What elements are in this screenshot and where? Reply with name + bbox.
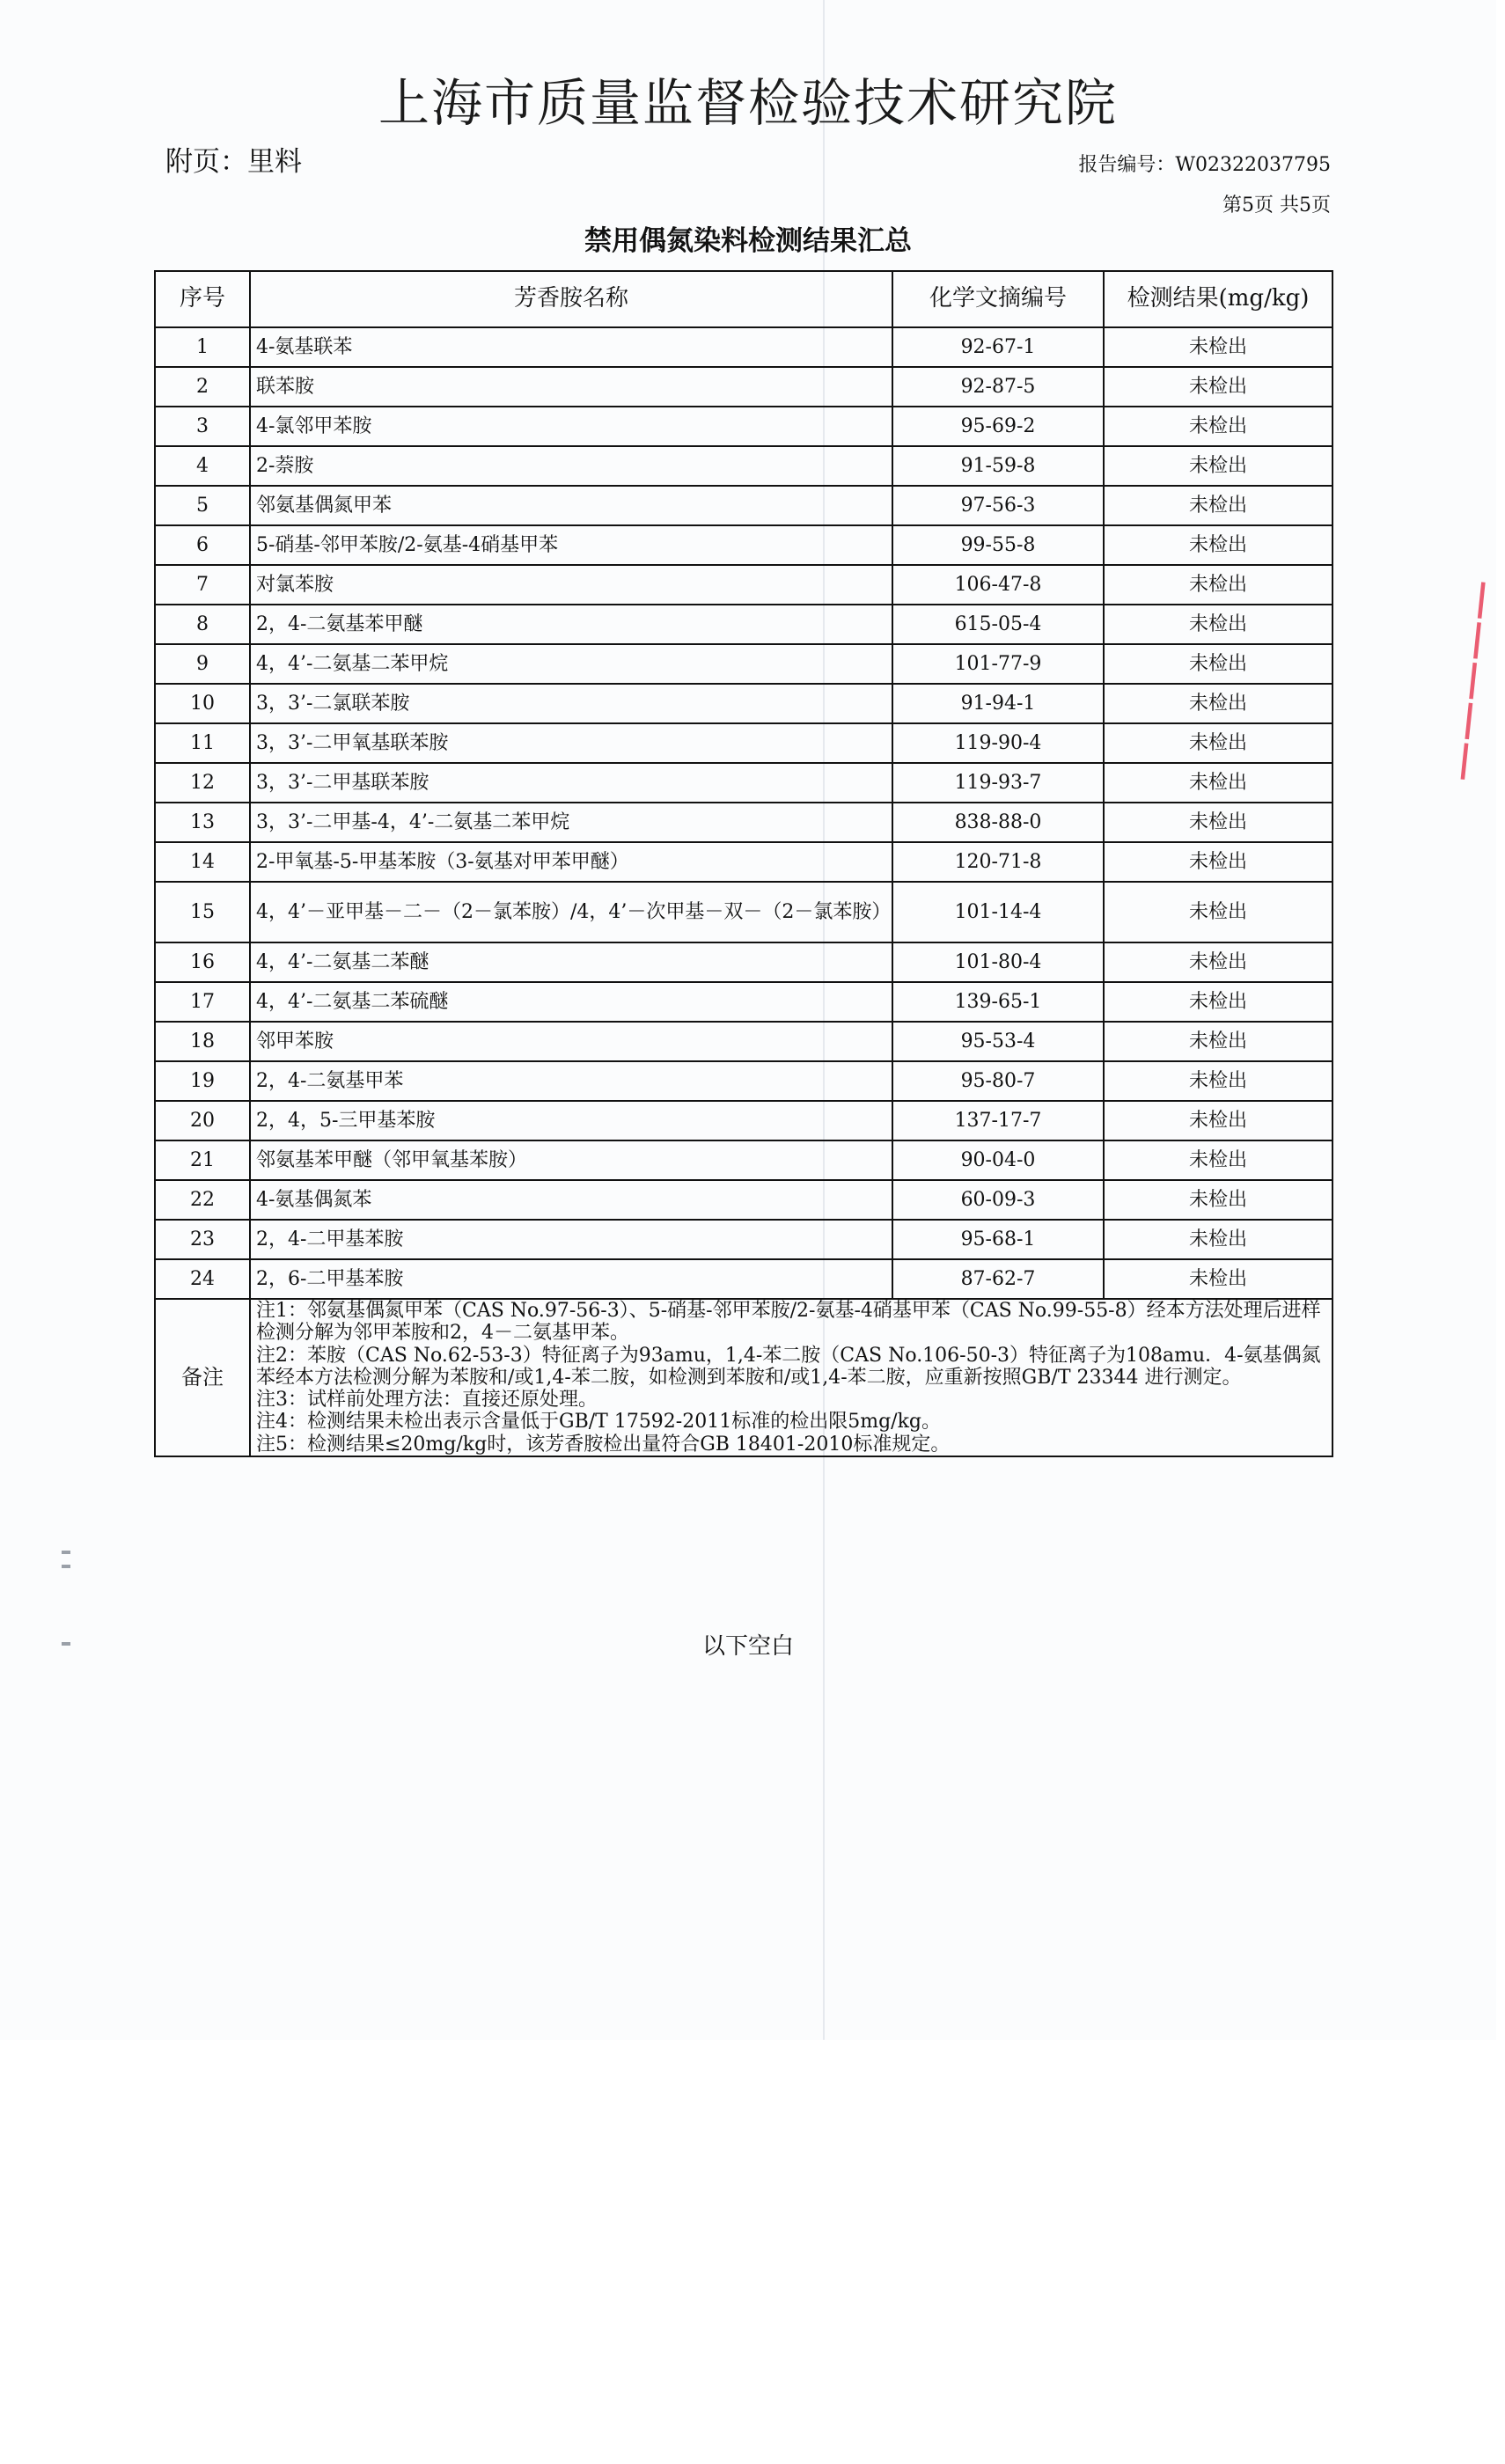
amine-name: 2，6-二甲基苯胺 [250,1259,892,1299]
table-row [155,942,1332,982]
row-number: 4 [155,446,250,486]
table-row [155,565,1332,605]
test-result: 未检出 [1104,1180,1332,1220]
row-number: 13 [155,803,250,842]
row-number: 8 [155,605,250,644]
amine-name: 2，4-二氨基甲苯 [250,1061,892,1101]
test-result: 未检出 [1104,1259,1332,1299]
table-row [155,486,1332,525]
row-number: 14 [155,842,250,882]
cas-number: 101-14-4 [892,882,1104,942]
amine-name: 3，3’-二甲氧基联苯胺 [250,723,892,763]
column-header-result: 检测结果(mg/kg) [1104,271,1332,327]
cas-number: 101-77-9 [892,644,1104,684]
cas-number: 92-87-5 [892,367,1104,407]
table-row [155,842,1332,882]
cas-number: 95-80-7 [892,1061,1104,1101]
amine-name: 5-硝基-邻甲苯胺/2-氨基-4硝基甲苯 [250,525,892,565]
amine-name: 邻氨基偶氮甲苯 [250,486,892,525]
amine-name: 4-氨基偶氮苯 [250,1180,892,1220]
table-row [155,723,1332,763]
row-number: 15 [155,882,250,942]
amine-name: 4，4’－亚甲基－二－（2－氯苯胺）/4，4’－次甲基－双－（2－氯苯胺） [250,882,892,942]
end-marker: 以下空白 [701,1633,794,1660]
row-number: 7 [155,565,250,605]
table-row [155,1220,1332,1259]
table-row [155,1140,1332,1180]
note-3: 注3：试样前处理方法：直接还原处理。 [256,1389,598,1412]
test-result: 未检出 [1104,525,1332,565]
row-number: 17 [155,982,250,1022]
cas-number: 139-65-1 [892,982,1104,1022]
test-result: 未检出 [1104,565,1332,605]
column-header-cas: 化学文摘编号 [892,271,1104,327]
institute-title: 上海市质量监督检验技术研究院 [378,73,1118,133]
remarks-notes [250,1299,1332,1456]
row-number: 5 [155,486,250,525]
test-result: 未检出 [1104,982,1332,1022]
amine-name: 3，3’-二甲基联苯胺 [250,763,892,803]
cas-number: 119-93-7 [892,763,1104,803]
row-number: 9 [155,644,250,684]
amine-name: 4，4’-二氨基二苯醚 [250,942,892,982]
amine-name: 联苯胺 [250,367,892,407]
test-result: 未检出 [1104,644,1332,684]
amine-name: 2-萘胺 [250,446,892,486]
table-row [155,605,1332,644]
cas-number: 91-94-1 [892,684,1104,723]
cas-number: 92-67-1 [892,327,1104,367]
test-result: 未检出 [1104,1061,1332,1101]
table-row [155,684,1332,723]
note-1: 注1：邻氨基偶氮甲苯（CAS No.97-56-3）、5-硝基-邻甲苯胺/2-氨基-4硝基甲苯（CAS No.99-55-8）经本方法处理后进样检测分解为邻甲苯胺和2，4－二氨基甲苯。 [256,1300,1321,1345]
test-result: 未检出 [1104,1022,1332,1061]
row-number: 22 [155,1180,250,1220]
cas-number: 90-04-0 [892,1140,1104,1180]
row-number: 11 [155,723,250,763]
table-row [155,982,1332,1022]
row-number: 2 [155,367,250,407]
test-result: 未检出 [1104,684,1332,723]
row-number: 24 [155,1259,250,1299]
cas-number: 615-05-4 [892,605,1104,644]
table-header-row [155,271,1332,327]
page-info: 第5页 共5页 [1222,194,1331,216]
row-number: 18 [155,1022,250,1061]
test-result: 未检出 [1104,1140,1332,1180]
amine-name: 4，4’-二氨基二苯硫醚 [250,982,892,1022]
test-result: 未检出 [1104,486,1332,525]
test-result: 未检出 [1104,842,1332,882]
column-header-no: 序号 [155,271,250,327]
table-row [155,327,1332,367]
test-result: 未检出 [1104,803,1332,842]
test-result: 未检出 [1104,367,1332,407]
note-2: 注2：苯胺（CAS No.62-53-3）特征离子为93amu，1,4-苯二胺（CAS No.106-50-3）特征离子为108amu．4-氨基偶氮苯经本方法检测分解为苯胺和/或1,4-苯二胺，如检测到苯胺和/或1,4-苯二胺，应重新按照GB/T 23344 进行测定。 [256,1344,1321,1389]
row-number: 16 [155,942,250,982]
table-row [155,446,1332,486]
cas-number: 87-62-7 [892,1259,1104,1299]
note-5: 注5：检测结果≤20mg/kg时，该芳香胺检出量符合GB 18401-2010标准规定。 [256,1433,951,1456]
cas-number: 137-17-7 [892,1101,1104,1140]
row-number: 6 [155,525,250,565]
amine-name: 邻甲苯胺 [250,1022,892,1061]
row-number: 1 [155,327,250,367]
amine-name: 对氯苯胺 [250,565,892,605]
cas-number: 91-59-8 [892,446,1104,486]
table-row [155,1180,1332,1220]
test-result: 未检出 [1104,1220,1332,1259]
cas-number: 119-90-4 [892,723,1104,763]
remarks-row [155,1299,1332,1456]
appendix-label: 附页：里料 [165,146,302,178]
table-row [155,367,1332,407]
table-row [155,882,1332,942]
column-header-name: 芳香胺名称 [250,271,892,327]
cas-number: 95-68-1 [892,1220,1104,1259]
cas-number: 60-09-3 [892,1180,1104,1220]
cas-number: 120-71-8 [892,842,1104,882]
amine-name: 4-氯邻甲苯胺 [250,407,892,446]
table-row [155,803,1332,842]
test-result: 未检出 [1104,407,1332,446]
amine-name: 4，4’-二氨基二苯甲烷 [250,644,892,684]
test-result: 未检出 [1104,605,1332,644]
amine-name: 邻氨基苯甲醚（邻甲氧基苯胺） [250,1140,892,1180]
cas-number: 106-47-8 [892,565,1104,605]
table-row [155,644,1332,684]
table-row [155,525,1332,565]
cas-number: 95-53-4 [892,1022,1104,1061]
cas-number: 95-69-2 [892,407,1104,446]
table-row [155,1022,1332,1061]
table-title: 禁用偶氮染料检测结果汇总 [584,225,912,257]
binding-hole-mark [62,1551,70,1554]
test-result: 未检出 [1104,723,1332,763]
amine-name: 3，3’-二氯联苯胺 [250,684,892,723]
table-body [155,327,1332,1299]
row-number: 12 [155,763,250,803]
row-number: 20 [155,1101,250,1140]
amine-name: 3，3’-二甲基-4，4’-二氨基二苯甲烷 [250,803,892,842]
amine-name: 2，4-二甲基苯胺 [250,1220,892,1259]
table-row [155,1101,1332,1140]
table-row [155,1061,1332,1101]
row-number: 10 [155,684,250,723]
red-stamp-fragment: ❘❘❘❘❘ [1443,576,1505,781]
table-row [155,407,1332,446]
test-result: 未检出 [1104,1101,1332,1140]
results-table [154,270,1333,1457]
amine-name: 2，4-二氨基苯甲醚 [250,605,892,644]
cas-number: 101-80-4 [892,942,1104,982]
row-number: 23 [155,1220,250,1259]
amine-name: 2-甲氧基-5-甲基苯胺（3-氨基对甲苯甲醚） [250,842,892,882]
note-4: 注4：检测结果未检出表示含量低于GB/T 17592-2011标准的检出限5mg/kg。 [256,1411,941,1434]
amine-name: 2，4，5-三甲基苯胺 [250,1101,892,1140]
test-result: 未检出 [1104,882,1332,942]
test-result: 未检出 [1104,446,1332,486]
row-number: 19 [155,1061,250,1101]
remarks-label: 备注 [155,1299,250,1456]
amine-name: 4-氨基联苯 [250,327,892,367]
report-number: 报告编号：W02322037795 [1078,154,1331,176]
test-result: 未检出 [1104,942,1332,982]
cas-number: 838-88-0 [892,803,1104,842]
test-result: 未检出 [1104,763,1332,803]
test-result: 未检出 [1104,327,1332,367]
binding-hole-mark [62,1565,70,1568]
cas-number: 97-56-3 [892,486,1104,525]
binding-hole-mark [62,1642,70,1646]
cas-number: 99-55-8 [892,525,1104,565]
table-row [155,1259,1332,1299]
table-row [155,763,1332,803]
row-number: 21 [155,1140,250,1180]
row-number: 3 [155,407,250,446]
